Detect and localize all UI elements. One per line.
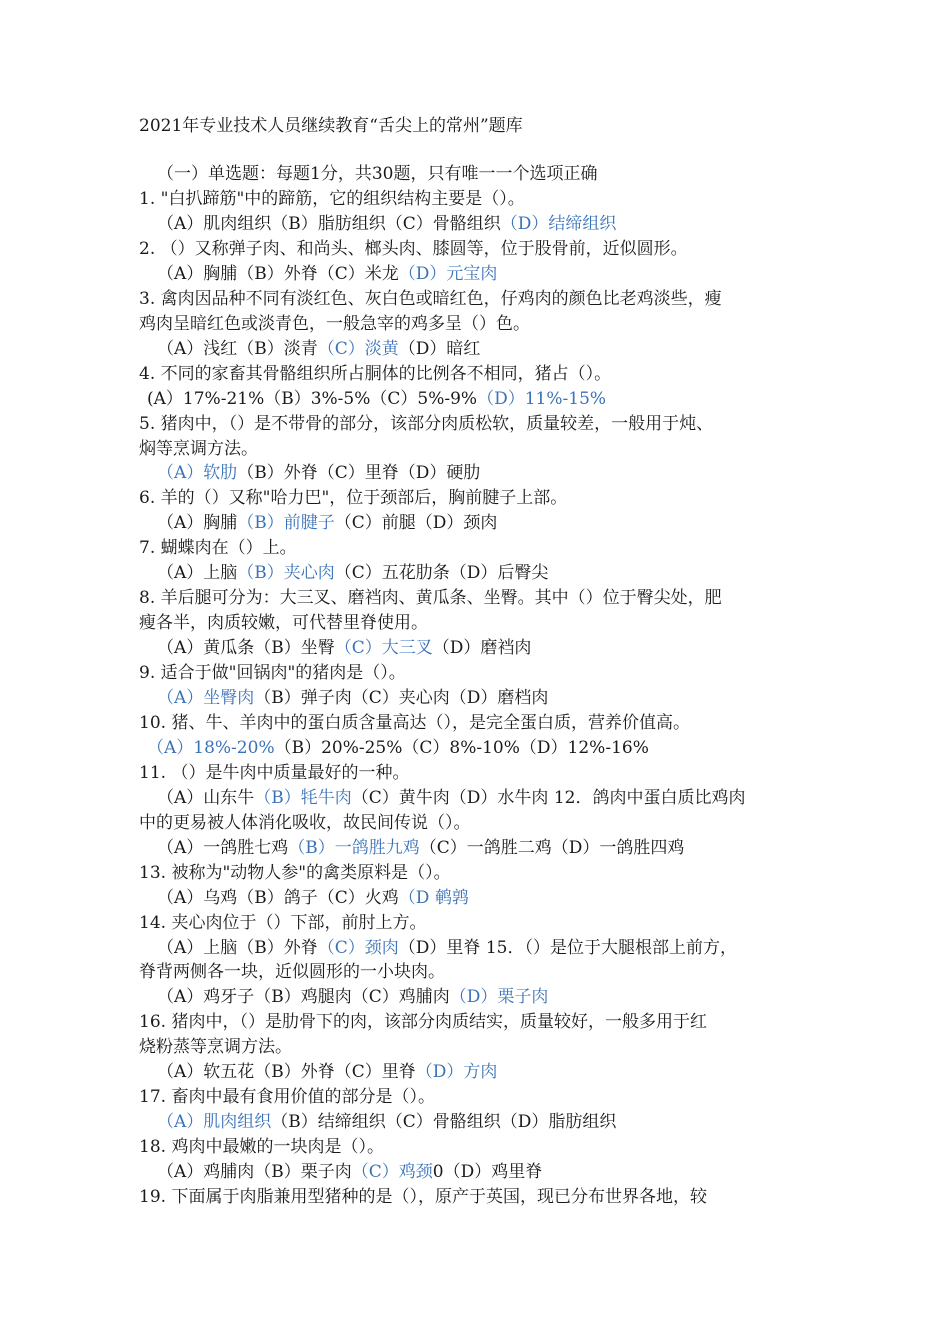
question-text xyxy=(139,1010,707,1035)
question-text xyxy=(139,586,722,611)
question-text-content: 2. （）又称弹子肉、和尚头、榔头肉、膝圆等，位于股骨前，近似圆形。 xyxy=(139,238,688,259)
question-text-content: 14. 夹心肉位于（）下部，前肘上方。 xyxy=(139,912,427,933)
answer-highlight: （D）元宝肉 xyxy=(398,263,498,284)
answer-highlight: （B）夹心肉 xyxy=(237,563,335,584)
document-title: 2021年专业技术人员继续教育“舌尖上的常州”题库 xyxy=(139,116,523,136)
answer-highlight: （D）结缔组织 xyxy=(500,213,617,234)
question-text-content: 中的更易被人体消化吸收，故民间传说（）。 xyxy=(139,812,471,833)
answer-highlight: （D）栗子肉 xyxy=(449,987,549,1008)
option-text: （A）胸脯（B）外脊（C）米龙 xyxy=(157,263,399,284)
option-text: （B）结缔组织（C）骨骼组织（D）脂肪组织 xyxy=(271,1112,617,1133)
question-text-content: 8. 羊后腿可分为：大三叉、磨裆肉、黄瓜条、坐臀。其中（）位于臀尖处，肥 xyxy=(139,588,722,609)
question-text-content: 11. （）是牛肉中质量最好的一种。 xyxy=(139,762,410,783)
option-line xyxy=(157,1160,542,1185)
option-text: （C）一鸽胜二鸡（D）一鸽胜四鸡 xyxy=(419,837,685,858)
option-text: （B）外脊（C）里脊（D）硬肋 xyxy=(237,463,481,484)
question-text xyxy=(139,536,297,561)
option-text: （D）里脊 15．（）是位于大腿根部上前方， xyxy=(398,937,737,958)
question-text xyxy=(139,811,471,836)
question-text-content: 烧粉蒸等烹调方法。 xyxy=(139,1037,292,1058)
question-text-content: 6. 羊的（）又称"哈力巴"，位于颈部后，胸前腱子上部。 xyxy=(139,488,568,509)
answer-highlight: （D）11%-15% xyxy=(477,388,607,409)
option-text: （A）乌鸡（B）鸽子（C）火鸡 xyxy=(157,887,399,908)
question-text-content: 脊背两侧各一块，近似圆形的一小块肉。 xyxy=(139,962,445,983)
option-text: （A）胸脯 xyxy=(157,513,238,534)
question-text xyxy=(139,861,451,886)
option-line xyxy=(157,337,480,362)
option-text: 0（D）鸡里脊 xyxy=(432,1162,543,1183)
question-text xyxy=(139,611,428,636)
option-text: （A）鸡脯肉（B）栗子肉 xyxy=(157,1162,352,1183)
question-text xyxy=(139,412,713,437)
answer-highlight: （C）淡黄 xyxy=(317,338,399,359)
option-text: （D）暗红 xyxy=(398,338,481,359)
question-text xyxy=(139,1085,435,1110)
option-line xyxy=(147,736,649,761)
question-text xyxy=(139,187,525,212)
option-text: （C）前腿（D）颈肉 xyxy=(334,513,498,534)
question-text-content: 16. 猪肉中，（）是肋骨下的肉，该部分肉质结实，质量较好，一般多用于红 xyxy=(139,1012,707,1033)
answer-highlight: （C）颈肉 xyxy=(317,937,399,958)
question-text xyxy=(139,312,530,337)
option-text: （D）磨裆肉 xyxy=(432,638,532,659)
answer-highlight: （A）软肋 xyxy=(157,463,238,484)
question-text-content: 10. 猪、牛、羊肉中的蛋白质含量高达（），是完全蛋白质，营养价值高。 xyxy=(139,712,690,733)
option-line xyxy=(157,886,469,911)
question-text-content: 13. 被称为"动物人参"的禽类原料是（）。 xyxy=(139,862,451,883)
option-text: （A）上脑 xyxy=(157,563,238,584)
question-text xyxy=(139,711,690,736)
option-line xyxy=(157,561,548,586)
question-text-content: 5. 猪肉中，（）是不带骨的部分，该部分肉质松软，质量较差，一般用于炖、 xyxy=(139,413,714,434)
option-line xyxy=(157,212,616,237)
answer-highlight: （B）牦牛肉 xyxy=(254,787,352,808)
question-text xyxy=(139,287,722,312)
option-text: （C）黄牛肉（D）水牛肉 12．鸽肉中蛋白质比鸡肉 xyxy=(351,787,746,808)
option-line xyxy=(157,262,497,287)
answer-highlight: （C）鸡颈 xyxy=(351,1162,433,1183)
question-text-content: 19. 下面属于肉脂兼用型猪种的是（），原产于英国，现已分布世界各地，较 xyxy=(139,1187,707,1207)
option-line xyxy=(157,786,745,811)
question-text-content: 7. 蝴蝶肉在（）上。 xyxy=(139,538,297,559)
question-text-content: 17. 畜肉中最有食用价值的部分是（）。 xyxy=(139,1087,435,1108)
question-text-content: 4. 不同的家畜其骨骼组织所占胴体的比例各不相同，猪占（）。 xyxy=(139,363,612,384)
question-text xyxy=(139,761,409,786)
option-text: （B）20%-25%（C）8%-10%（D）12%-16% xyxy=(274,737,649,758)
option-text: （A）黄瓜条（B）坐臀 xyxy=(157,638,335,659)
option-line xyxy=(157,636,531,661)
option-text: （A）上脑（B）外脊 xyxy=(157,937,318,958)
option-text: （A）鸡牙子（B）鸡腿肉（C）鸡脯肉 xyxy=(157,987,450,1008)
option-line xyxy=(157,836,684,861)
question-text-content: 3. 禽肉因品种不同有淡红色、灰白色或暗红色，仔鸡肉的颜色比老鸡淡些，瘦 xyxy=(139,288,722,309)
option-text: （A）软五花（B）外脊（C）里脊 xyxy=(157,1062,416,1083)
option-text: （A）浅红（B）淡青 xyxy=(157,338,318,359)
question-text xyxy=(139,362,611,387)
answer-highlight: （C）大三叉 xyxy=(334,638,433,659)
question-text xyxy=(139,237,688,262)
option-line xyxy=(157,1060,497,1085)
question-text xyxy=(139,1035,292,1060)
answer-highlight: （A）18%-20% xyxy=(147,737,275,758)
question-text xyxy=(139,911,426,936)
answer-highlight: （A）肌肉组织 xyxy=(157,1112,272,1133)
answer-highlight: （D 鹌鹑 xyxy=(398,887,469,908)
option-text: （B）弹子肉（C）夹心肉（D）磨档肉 xyxy=(254,688,549,708)
question-text-content: 鸡肉呈暗红色或淡青色，一般急宰的鸡多呈（）色。 xyxy=(139,313,530,334)
question-text-content: 瘦各半，肉质较嫩，可代替里脊使用。 xyxy=(139,613,428,634)
question-text xyxy=(139,437,258,462)
question-text-content: 1. "白扒蹄筋"中的蹄筋，它的组织结构主要是（）。 xyxy=(139,189,525,209)
option-text: (A）17%-21%（B）3%-5%（C）5%-9% xyxy=(147,388,478,409)
question-text-content: 焖等烹调方法。 xyxy=(139,438,258,459)
answer-highlight: （D）方肉 xyxy=(415,1062,498,1083)
option-line xyxy=(157,461,480,486)
option-line xyxy=(157,686,548,711)
answer-highlight: （B）前腱子 xyxy=(237,513,335,534)
option-text: （A）一鸽胜七鸡 xyxy=(157,837,289,858)
question-text xyxy=(139,1135,384,1160)
question-text xyxy=(139,661,406,686)
section-heading: （一）单选题：每题1分，共30题，只有唯一一个选项正确 xyxy=(157,164,598,184)
question-text xyxy=(139,960,445,985)
answer-highlight: （B）一鸽胜九鸡 xyxy=(288,837,420,858)
option-line xyxy=(157,511,497,536)
answer-highlight: （A）坐臀肉 xyxy=(157,688,255,708)
question-text-content: 18. 鸡肉中最嫩的一块肉是（）。 xyxy=(139,1137,384,1158)
option-line xyxy=(157,1110,616,1135)
option-line xyxy=(157,985,548,1010)
option-line xyxy=(147,387,606,412)
option-text: （A）肌肉组织（B）脂肪组织（C）骨骼组织 xyxy=(157,213,501,234)
question-text-content: 9. 适合于做"回锅肉"的猪肉是（）。 xyxy=(139,663,406,684)
question-text xyxy=(139,486,567,511)
question-text xyxy=(139,1185,707,1210)
option-line xyxy=(157,936,737,961)
option-text: （A）山东牛 xyxy=(157,787,255,808)
option-text: （C）五花肋条（D）后臀尖 xyxy=(334,563,549,584)
